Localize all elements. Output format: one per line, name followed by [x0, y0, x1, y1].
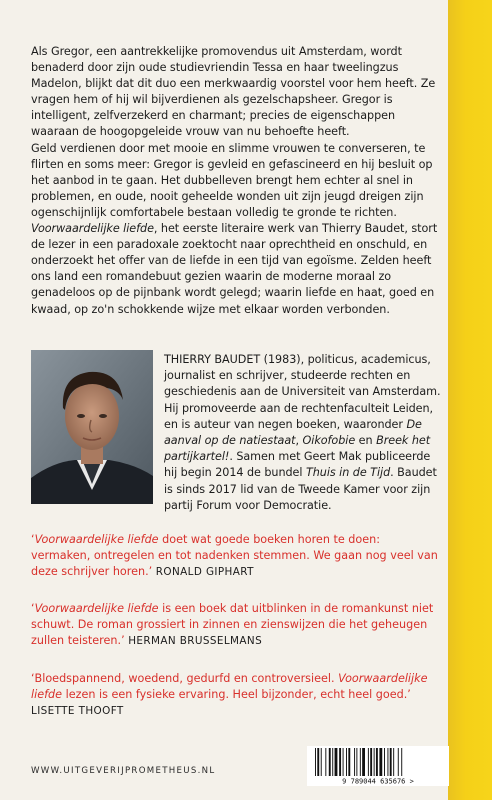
book-title-italic: De aanval op de natiestaat [164, 417, 422, 448]
barcode-bar [390, 748, 392, 776]
book-title-italic: Voorwaardelijke liefde [34, 533, 159, 546]
barcode-bar [360, 748, 361, 776]
barcode-bar [321, 748, 322, 776]
author-bio: THIERRY BAUDET (1983), politicus, academicus, journalist en schrijver, studeerde rechten en geschiedenis aan de Universiteit van Amsterdam. Hij promoveerde aan de rechtenfaculteit Leiden, en is auteur van negen boeken, waaronder De aanval op de natiestaat, Oikofobie en Breek het partijkartel!. Samen met Geert Mak publiceerde hij begin 2014 de bundel Thuis in de Tijd. Baudet is sinds 2017 lid van de Tweede Kamer voor zijn partij Forum voor Democratie. [164, 353, 441, 512]
review-author: RONALD GIPHART [155, 566, 254, 579]
review-author: LISETTE THOOFT [31, 705, 124, 718]
barcode-bar [362, 748, 365, 776]
barcode-bar [346, 748, 347, 776]
barcode-bar [325, 748, 326, 776]
book-title-italic: Voorwaardelijke liefde [34, 602, 159, 615]
book-blurb [31, 44, 441, 318]
publisher-website[interactable]: WWW.UITGEVERIJPROMETHEUS.NL [31, 766, 216, 776]
barcode-bar [379, 748, 382, 776]
barcode-bar [393, 748, 394, 776]
book-title-italic: Oikofobie [302, 434, 356, 448]
review-author: HERMAN BRUSSELMANS [128, 635, 263, 648]
barcode-bar [401, 748, 402, 776]
barcode-bar [374, 748, 375, 776]
barcode-bar [335, 748, 338, 776]
book-title-italic: Voorwaardelijke liefde [31, 672, 428, 702]
book-title-italic: Breek het partijkartel! [164, 434, 431, 464]
back-cover-content [31, 0, 441, 800]
barcode-bar [376, 748, 378, 776]
book-title-italic: Thuis in de Tijd [305, 466, 391, 480]
barcode-bar [339, 748, 341, 776]
barcode-bar [317, 748, 319, 776]
review-quote: ‘Voorwaardelijke liefde doet wat goede boeken horen te doen: vermaken, ontregelen en tot nadenken stemmen. We gaan nog veel van deze schrijver horen.’ RONALD GIPHART [31, 533, 438, 579]
barcode-bar [348, 748, 350, 776]
book-spine-edge [448, 0, 492, 800]
barcode-bar [384, 748, 385, 776]
blurb-paragraph-1: Als Gregor, een aantrekkelijke promovendus uit Amsterdam, wordt benaderd door zijn oude studievriendin Tessa en haar tweelingzus Madelon, blijkt dat dit duo een merkwaardig voorstel voor hem heeft. Ze vragen hem of hij wil bijverdienen als gezelschapsheer. Gregor is intelligent, zelfverzekerd en charmant; precies de eigenschappen waaraan de hoogopgeleide vrouw van nu behoefte heeft. [31, 45, 436, 139]
isbn-barcode [307, 746, 449, 786]
barcode-bar [387, 748, 388, 776]
blurb-paragraph-3: Voorwaardelijke liefde, het eerste literaire werk van Thierry Baudet, stort de lezer in een paradoxale zoektocht naar oprechtheid en onschuld, en onderzoekt het offer van de liefde in een tijd van egoïsme. Zelden heeft ons land een romandebuut gezien waarin de moderne moraal zo genadeloos op de pijnbank wordt gelegd; waarin liefde en haat, goed en kwaad, op zo'n schokkende wijze met elkaar worden verbonden. [31, 222, 438, 316]
review-quote: ‘Bloedspannend, woedend, gedurfd en controversieel. Voorwaardelijke liefde lezen is een fysieke ervaring. Heel bijzonder, echt heel goed.’ LISETTE THOOFT [31, 672, 428, 718]
book-title-italic: Voorwaardelijke liefde [31, 222, 154, 236]
review-quote: ‘Voorwaardelijke liefde is een boek dat uitblinken in de romankunst niet schuwt. De roman grossiert in zinnen en zienswijzen die het geheugen zullen teisteren.’ HERMAN BRUSSELMANS [31, 602, 434, 648]
barcode-bar [354, 748, 355, 776]
barcode-bar [398, 748, 399, 776]
barcode-bar [332, 748, 333, 776]
author-photo [31, 350, 153, 504]
barcode-bar [370, 748, 372, 776]
barcode-bar [368, 748, 369, 776]
barcode-bar [329, 748, 331, 776]
barcode-bar [315, 748, 316, 776]
barcode-number: 9 789044 635676 > [342, 777, 414, 786]
blurb-paragraph-2: Geld verdienen door met mooie en slimme vrouwen te converseren, te flirten en soms meer: Gregor is gevleid en gefascineerd en hij besluit op het aanbod in te gaan. Het dubbelleven brengt hem echter al snel in problemen, en oude, nooit geheelde wonden uit zijn jeugd dreigen zijn ogenschijnlijk comfortabele bestaan volledig te gronde te richten. [31, 141, 433, 219]
barcode-bar [356, 748, 357, 776]
barcode-bar [343, 748, 344, 776]
